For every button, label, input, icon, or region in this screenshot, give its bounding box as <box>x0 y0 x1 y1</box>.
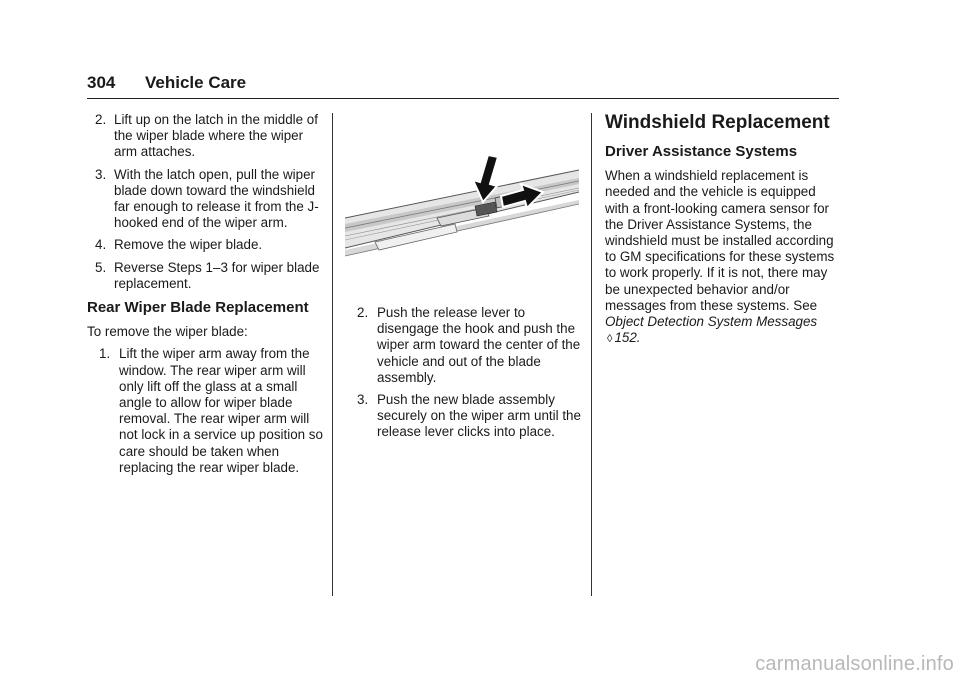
list-item: 3. Push the new blade assembly securely on the wiper arm until the release lever clicks into place. <box>357 392 581 440</box>
column-divider <box>591 113 592 596</box>
page-ref-icon: ◊ <box>607 333 613 346</box>
wiper-arm-diagram <box>345 150 579 262</box>
column-divider <box>332 113 333 596</box>
list-item: 4. Remove the wiper blade. <box>95 237 263 253</box>
rear-wiper-intro: To remove the wiper blade: <box>87 324 248 340</box>
windshield-body: When a windshield replacement is needed and the vehicle is equipped with a front-looking camera sensor for the Driver Assistance Systems, the windshield must be installed according to GM specifications for these systems to work properly. If it is not, there may be unexpected behavior and/or messages from these systems. See Object Detection System Messages ◊ 152. <box>605 168 835 346</box>
rear-wiper-steps <box>87 346 325 476</box>
wiper-arm-illustration <box>345 150 579 262</box>
column-right <box>605 112 841 353</box>
watermark: carmanualsonline.info <box>755 653 954 675</box>
page-reference[interactable]: 152 <box>614 330 637 346</box>
list-item: 5. Reverse Steps 1–3 for wiper blade replacement. <box>95 259 320 291</box>
page-number: 304 <box>87 73 116 92</box>
wiper-removal-steps <box>87 112 325 292</box>
list-item: 2. Lift up on the latch in the middle of the wiper blade where the wiper arm attaches. <box>95 112 318 160</box>
driver-assist-heading: Driver Assistance Systems <box>605 143 798 160</box>
column-left <box>87 112 325 482</box>
rear-wiper-heading: Rear Wiper Blade Replacement <box>87 299 309 317</box>
column-middle <box>345 305 583 447</box>
list-item: 3. With the latch open, pull the wiper blade down toward the windshield far enough to release it from the J-hooked end of the wiper arm. <box>95 166 319 231</box>
cross-reference-link[interactable]: Object Detection System Messages <box>605 314 818 330</box>
list-item: 1. Lift the wiper arm away from the window. The rear wiper arm will only lift off the glass at a small angle to allow for wiper blade removal. The rear wiper arm will not lock in a service up position so care should be taken when replacing the rear wiper blade. <box>99 346 323 475</box>
blade-install-steps <box>345 305 583 441</box>
page-header <box>87 70 839 99</box>
section-title: Vehicle Care <box>145 73 247 92</box>
list-item: 2. Push the release lever to disengage the hook and push the wiper arm toward the center of the vehicle and out of the blade assembly. <box>357 305 581 385</box>
windshield-heading: Windshield Replacement <box>605 112 830 133</box>
